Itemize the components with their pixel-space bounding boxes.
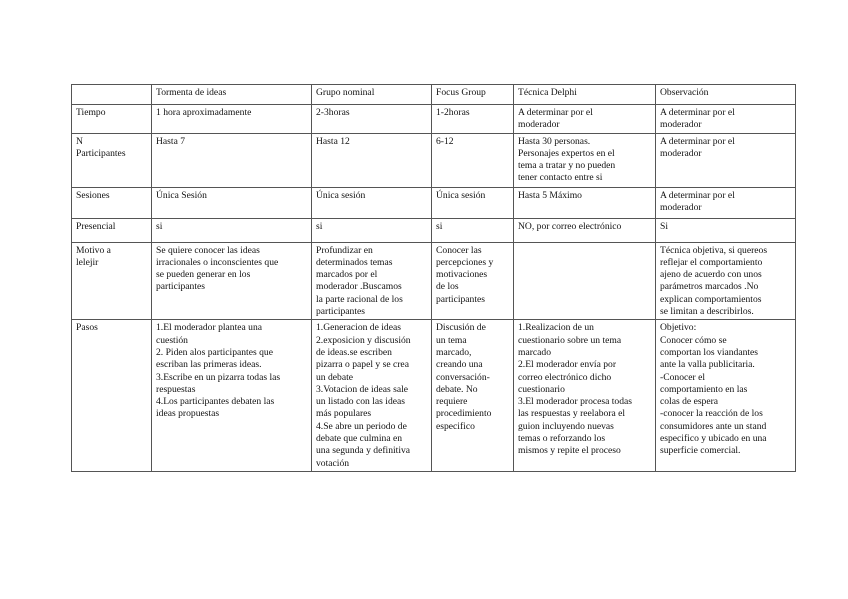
row-label: Sesiones [72, 187, 152, 218]
header-cell-tormenta-de-ideas: Tormenta de ideas [152, 85, 312, 105]
table-cell: A determinar por el moderador [656, 187, 796, 218]
table-cell: Única sesión [432, 187, 514, 218]
table-cell: si [432, 218, 514, 242]
table-cell: Si [656, 218, 796, 242]
header-cell-tecnica-delphi: Técnica Delphi [514, 85, 656, 105]
row-label: Tiempo [72, 105, 152, 134]
table-cell: Discusión de un tema marcado, creando una conversación- debate. No requiere procedimiento especifico [432, 320, 514, 472]
table-cell: Conocer las percepciones y motivaciones de los participantes [432, 242, 514, 320]
table-row-motivo [72, 242, 796, 320]
table-cell: 2-3horas [312, 105, 432, 134]
table-cell: Se quiere conocer las ideas irracionales o inconscientes que se pueden generar en los participantes [152, 242, 312, 320]
table-cell: si [312, 218, 432, 242]
row-label: Pasos [72, 320, 152, 472]
table-cell [514, 242, 656, 320]
row-label: Presencial [72, 218, 152, 242]
table-cell: A determinar por el moderador [656, 105, 796, 134]
table-row-presencial [72, 218, 796, 242]
table-cell: 1.El moderador plantea una cuestión 2. Piden alos participantes que escriban las primeras ideas. 3.Escribe en un pizarra todas las respuestas 4.Los participantes debaten las ideas propuestas [152, 320, 312, 472]
table-cell: 1.Realizacion de un cuestionario sobre un tema marcado 2.El moderador envía por correo electrónico dicho cuestionario 3.El moderador procesa todas las respuestas y reelabora el guion incluyendo nuevas temas o reforzando los mismos y repite el proceso [514, 320, 656, 472]
table-cell: Objetivo: Conocer cómo se comportan los viandantes ante la valla publicitaria. -Conocer el comportamiento en las colas de espera -conocer la reacción de los consumidores ante un stand especifico y ubicado en una superficie comercial. [656, 320, 796, 472]
table-cell: 1 hora aproximadamente [152, 105, 312, 134]
row-label: N Participantes [72, 133, 152, 187]
table-cell: A determinar por el moderador [514, 105, 656, 134]
table-cell: Profundizar en determinados temas marcados por el moderador .Buscamos la parte racional de los participantes [312, 242, 432, 320]
table-cell: Hasta 5 Máximo [514, 187, 656, 218]
table-cell: Hasta 12 [312, 133, 432, 187]
table-cell: si [152, 218, 312, 242]
header-cell-focus-group: Focus Group [432, 85, 514, 105]
table-cell: Hasta 7 [152, 133, 312, 187]
table-cell: 1-2horas [432, 105, 514, 134]
table-row-participantes [72, 133, 796, 187]
header-cell-empty [72, 85, 152, 105]
table-cell: Hasta 30 personas. Personajes expertos en el tema a tratar y no pueden tener contacto entre si [514, 133, 656, 187]
header-cell-observacion: Observación [656, 85, 796, 105]
table-cell: Única Sesión [152, 187, 312, 218]
table-row-tiempo [72, 105, 796, 134]
comparison-table [71, 84, 796, 472]
header-cell-grupo-nominal: Grupo nominal [312, 85, 432, 105]
table-row-pasos [72, 320, 796, 472]
table-cell: Técnica objetiva, si quereos reflejar el comportamiento ajeno de acuerdo con unos parámetros marcados .No explican comportamientos se limitan a describirlos. [656, 242, 796, 320]
table-row-sesiones [72, 187, 796, 218]
table-cell: 6-12 [432, 133, 514, 187]
table-cell: 1.Generacion de ideas 2.exposicion y discusión de ideas.se escriben pizarra o papel y se crea un debate 3.Votacion de ideas sale un listado con las ideas más populares 4.Se abre un periodo de debate que culmina en una segunda y definitiva votación [312, 320, 432, 472]
table-cell: A determinar por el moderador [656, 133, 796, 187]
table-header-row [72, 85, 796, 105]
table-cell: NO, por correo electrónico [514, 218, 656, 242]
table-cell: Única sesión [312, 187, 432, 218]
row-label: Motivo a lelejir [72, 242, 152, 320]
